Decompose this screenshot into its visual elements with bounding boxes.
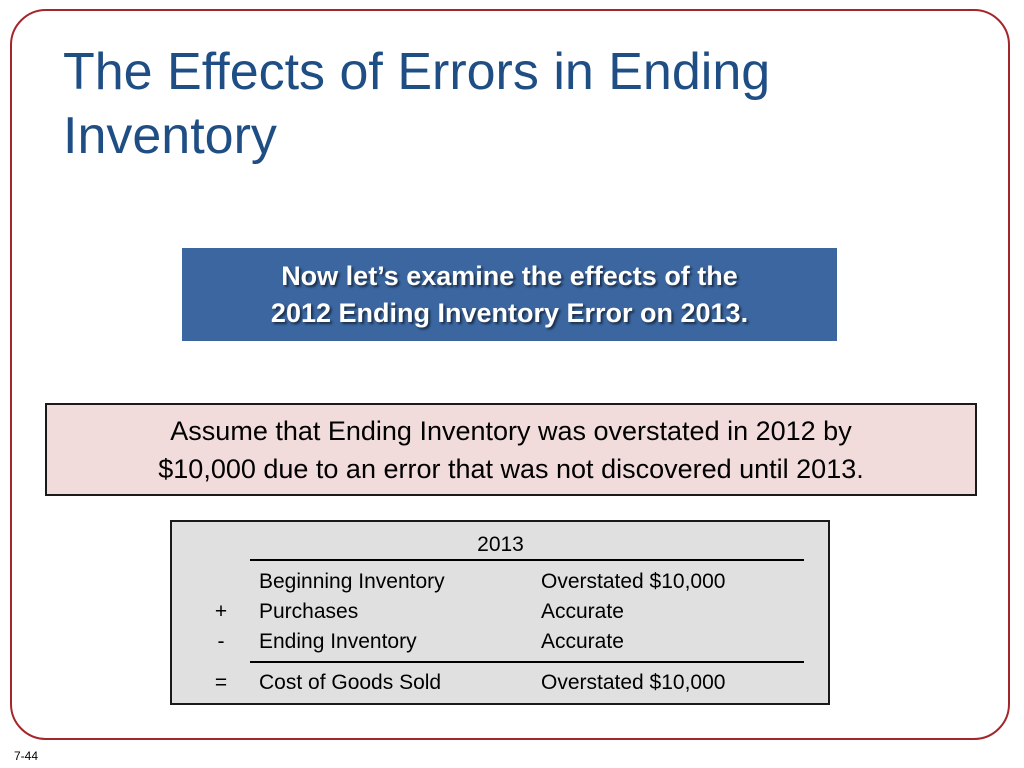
row-status: Overstated $10,000	[541, 570, 726, 593]
assumption-line-1: Assume that Ending Inventory was overstated in 2012 by	[170, 415, 852, 446]
year-header: 2013	[477, 533, 524, 556]
total-rule	[250, 661, 804, 663]
slide-number: 7-44	[14, 749, 39, 763]
row-status: Accurate	[541, 600, 624, 623]
row-operator: -	[217, 630, 225, 653]
assumption-line-2: $10,000 due to an error that was not discovered until 2013.	[158, 453, 864, 484]
table-row	[172, 567, 828, 597]
assumption-box	[45, 403, 977, 496]
slide-title: The Effects of Errors in Ending Inventory	[63, 43, 771, 165]
row-operator: =	[214, 671, 228, 694]
table-row	[172, 627, 828, 657]
row-operator: +	[214, 600, 228, 623]
header-underline	[250, 559, 804, 561]
inventory-error-table	[170, 520, 830, 705]
row-status: Overstated $10,000	[541, 671, 726, 694]
callout-box	[182, 248, 837, 341]
assumption-text	[158, 412, 863, 488]
callout-line-1: Now let’s examine the effects of the	[281, 260, 738, 291]
table-row	[172, 597, 828, 627]
row-status: Accurate	[541, 630, 624, 653]
row-item: Cost of Goods Sold	[259, 671, 442, 694]
callout-text	[271, 258, 748, 332]
table-row-total	[172, 668, 828, 698]
row-item: Purchases	[259, 600, 359, 623]
row-item: Beginning Inventory	[259, 570, 445, 593]
row-item: Ending Inventory	[259, 630, 417, 653]
callout-line-2: 2012 Ending Inventory Error on 2013.	[270, 297, 749, 328]
